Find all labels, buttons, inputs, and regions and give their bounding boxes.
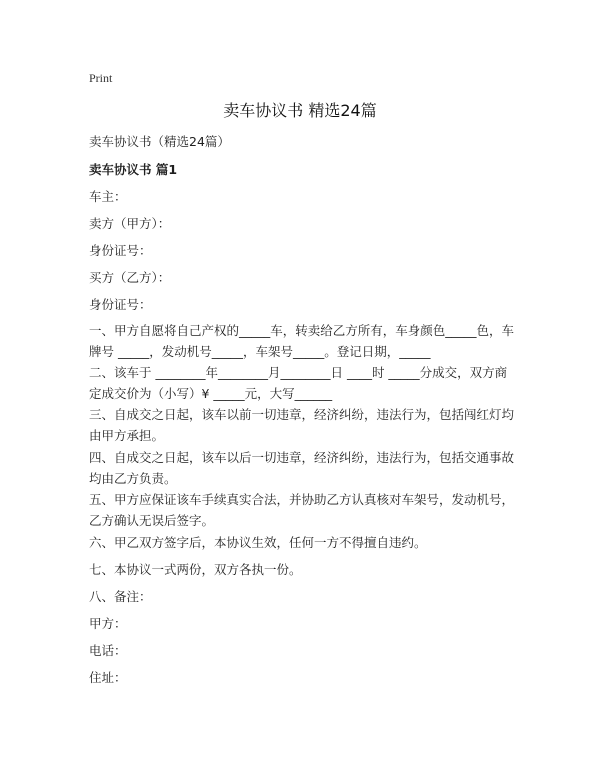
buyer-line: 买方（乙方）： — [89, 270, 171, 285]
seller-id-line: 身份证号： — [89, 243, 152, 258]
document-subtitle: 卖车协议书（精选24篇） — [89, 134, 230, 149]
print-link[interactable]: Print — [89, 71, 113, 85]
section-heading: 卖车协议书 篇1 — [89, 162, 178, 177]
clause-1: 一、甲方自愿将自己产权的_____车，转卖给乙方所有，车身颜色_____色，车牌号 _____，发动机号_____，车架号_____。登记日期，_____ — [89, 323, 515, 359]
clause-2: 二、该车于 ________年________月________日 ____时 _____分成交，双方商定成交价为（小写）¥ _____元，大写______ — [89, 365, 508, 401]
buyer-id-line: 身份证号： — [89, 297, 152, 312]
clause-8: 八、备注： — [89, 589, 152, 604]
clause-4: 四、自成交之日起，该车以后一切违章，经济纠纷，违法行为，包括交通事故均由乙方负责。 — [89, 450, 515, 486]
clause-6: 六、甲乙双方签字后，本协议生效，任何一方不得擅自违约。 — [89, 535, 427, 550]
clause-7: 七、本协议一式两份，双方各执一份。 — [89, 562, 302, 577]
owner-line: 车主： — [89, 189, 127, 204]
address-line: 住址： — [89, 670, 127, 685]
seller-line: 卖方（甲方）： — [89, 216, 171, 231]
party-a-line: 甲方： — [89, 616, 127, 631]
clause-3: 三、自成交之日起，该车以前一切违章，经济纠纷，违法行为，包括闯红灯均由甲方承担。 — [89, 407, 515, 443]
page-title: 卖车协议书 精选24篇 — [223, 101, 377, 120]
phone-line: 电话： — [89, 643, 127, 658]
clause-5: 五、甲方应保证该车手续真实合法，并协助乙方认真核对车架号，发动机号，乙方确认无误后签字。 — [89, 492, 515, 528]
